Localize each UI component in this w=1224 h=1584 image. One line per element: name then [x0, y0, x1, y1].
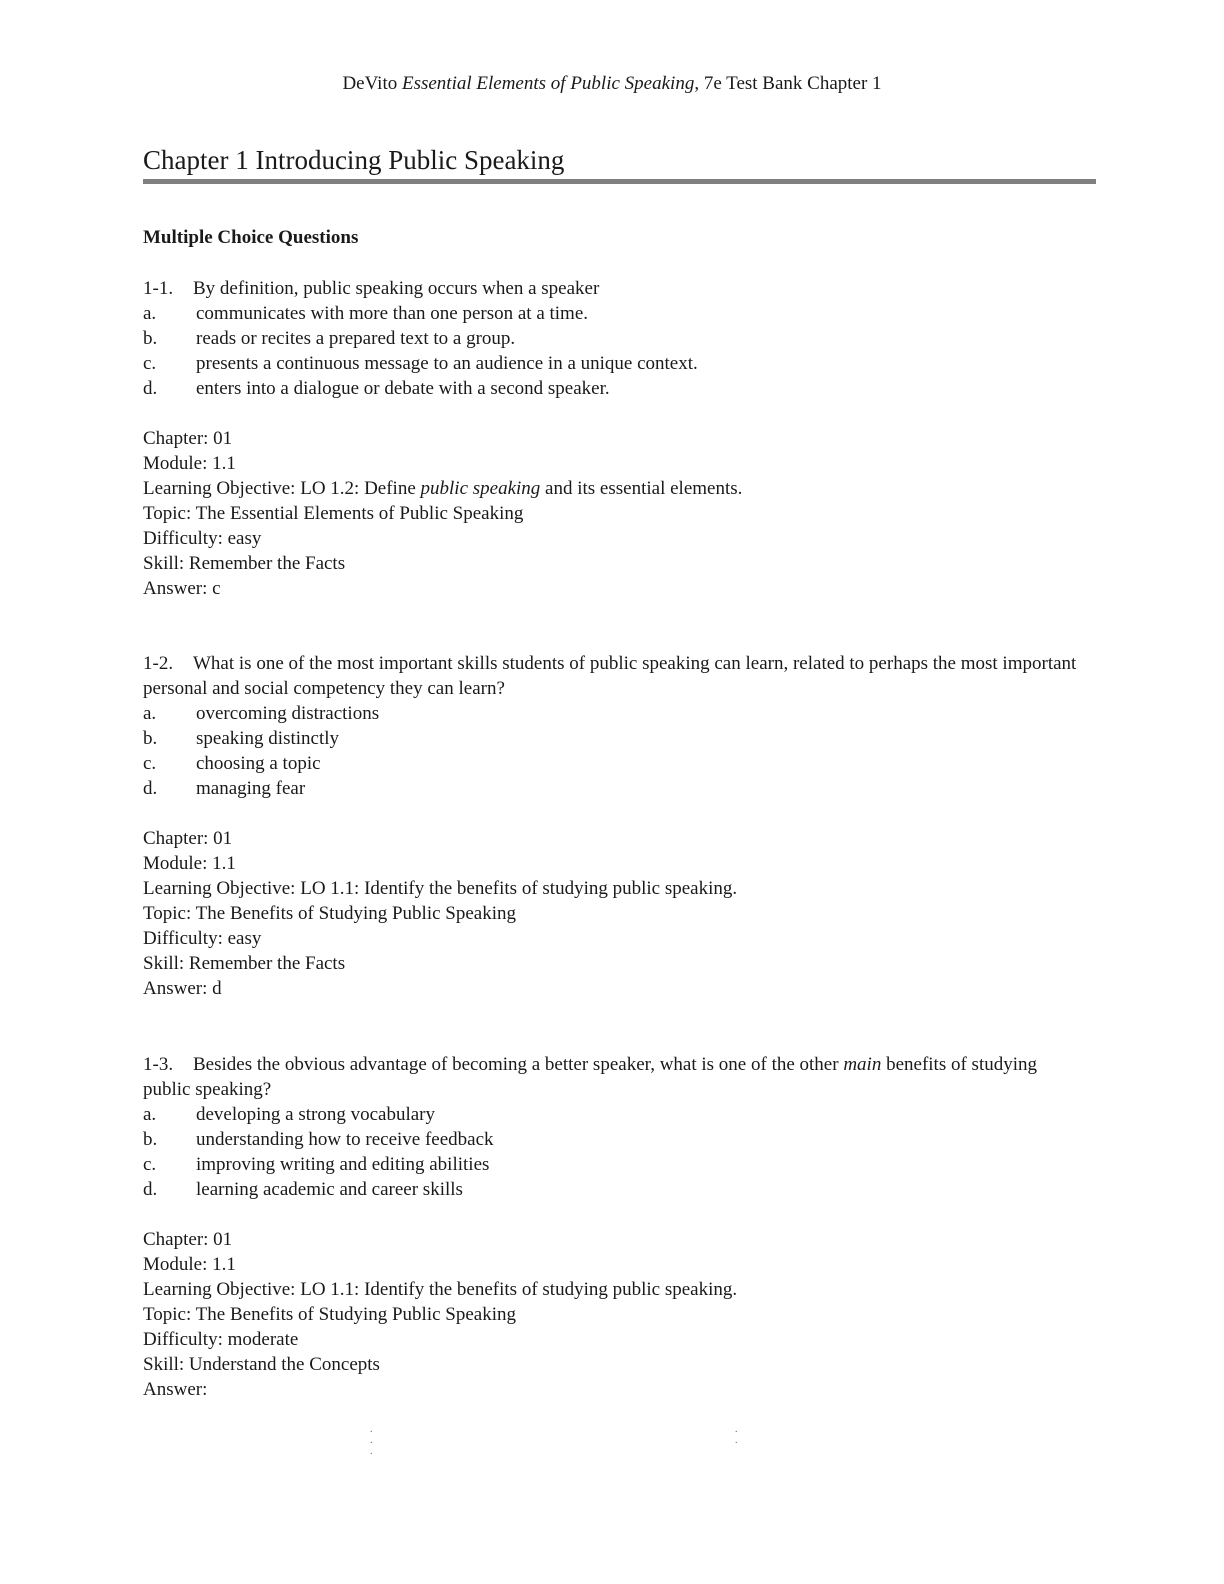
lo-italic: public speaking — [420, 478, 541, 499]
option-a — [143, 701, 1083, 726]
meta-module: Module: 1.1 — [143, 853, 236, 874]
option-c — [143, 751, 1083, 776]
option-text: speaking distinctly — [196, 728, 340, 749]
meta-topic: Topic: The Benefits of Studying Public Speaking — [143, 903, 517, 924]
question-number: 1-2. — [143, 653, 174, 674]
meta-topic: Topic: The Benefits of Studying Public Speaking — [143, 1304, 517, 1325]
lo-suffix: and its essential elements. — [540, 478, 743, 499]
option-letter: a. — [143, 1104, 157, 1125]
option-text: managing fear — [196, 778, 306, 799]
question-metadata — [143, 1227, 1083, 1402]
scan-artifact-dots: . . . . . — [370, 1424, 918, 1457]
question-text-italic: main — [843, 1054, 882, 1075]
header-prefix: DeVito — [342, 73, 402, 94]
option-text: developing a strong vocabulary — [196, 1104, 436, 1125]
meta-learning-objective: Learning Objective: LO 1.1: Identify the benefits of studying public speaking. — [143, 1279, 738, 1300]
option-d — [143, 376, 1083, 401]
option-d — [143, 1177, 1083, 1202]
option-b — [143, 726, 1083, 751]
option-letter: d. — [143, 378, 158, 399]
meta-topic: Topic: The Essential Elements of Public Speaking — [143, 503, 524, 524]
meta-learning-objective — [143, 476, 1083, 501]
meta-chapter: Chapter: 01 — [143, 828, 233, 849]
lo-prefix: Learning Objective: LO 1.2: Define — [143, 478, 421, 499]
option-letter: b. — [143, 328, 158, 349]
meta-learning-objective: Learning Objective: LO 1.1: Identify the benefits of studying public speaking. — [143, 878, 738, 899]
option-text: communicates with more than one person at a time. — [196, 303, 589, 324]
question-number: 1-3. — [143, 1054, 174, 1075]
option-a — [143, 1102, 1083, 1127]
running-header — [0, 72, 1224, 96]
option-list — [143, 301, 1083, 401]
meta-difficulty: Difficulty: easy — [143, 928, 262, 949]
option-text: overcoming distractions — [196, 703, 380, 724]
option-text: enters into a dialogue or debate with a second speaker. — [196, 378, 610, 399]
meta-chapter: Chapter: 01 — [143, 428, 233, 449]
option-list — [143, 1102, 1083, 1202]
question-1-1 — [143, 276, 1083, 601]
question-1-2 — [143, 651, 1083, 1001]
option-text: learning academic and career skills — [196, 1179, 463, 1200]
title-rule — [143, 179, 1096, 184]
meta-module: Module: 1.1 — [143, 1254, 236, 1275]
option-letter: a. — [143, 303, 157, 324]
option-a — [143, 301, 1083, 326]
question-text-prefix: Besides the obvious advantage of becoming a better speaker, what is one of the other — [193, 1054, 844, 1075]
option-letter: d. — [143, 778, 158, 799]
option-letter: b. — [143, 1129, 158, 1150]
header-suffix: , 7e Test Bank Chapter 1 — [694, 73, 882, 94]
question-number: 1-1. — [143, 278, 174, 299]
option-b — [143, 326, 1083, 351]
meta-answer: Answer: c — [143, 578, 221, 599]
option-letter: a. — [143, 703, 157, 724]
option-letter: b. — [143, 728, 158, 749]
option-text: improving writing and editing abilities — [196, 1154, 490, 1175]
option-list — [143, 701, 1083, 801]
option-c — [143, 1152, 1083, 1177]
meta-difficulty: Difficulty: easy — [143, 528, 262, 549]
option-d — [143, 776, 1083, 801]
question-text: What is one of the most important skills students of public speaking can learn, related to perhaps the most important personal and social competency they can learn? — [143, 653, 1077, 699]
question-metadata — [143, 826, 1083, 1001]
meta-answer: Answer: d — [143, 978, 222, 999]
question-stem — [143, 276, 1083, 301]
meta-answer: Answer: — [143, 1379, 208, 1400]
option-letter: c. — [143, 753, 157, 774]
question-stem — [143, 1052, 1083, 1102]
meta-difficulty: Difficulty: moderate — [143, 1329, 299, 1350]
option-text: presents a continuous message to an audience in a unique context. — [196, 353, 698, 374]
meta-skill: Skill: Remember the Facts — [143, 953, 346, 974]
meta-skill: Skill: Remember the Facts — [143, 553, 346, 574]
chapter-title: Chapter 1 Introducing Public Speaking — [143, 145, 565, 175]
option-text: understanding how to receive feedback — [196, 1129, 494, 1150]
question-text-suffix: benefits of studying public speaking? — [143, 1054, 1038, 1100]
option-c — [143, 351, 1083, 376]
option-letter: c. — [143, 353, 157, 374]
meta-skill: Skill: Understand the Concepts — [143, 1354, 380, 1375]
meta-module: Module: 1.1 — [143, 453, 236, 474]
option-letter: d. — [143, 1179, 158, 1200]
meta-chapter: Chapter: 01 — [143, 1229, 233, 1250]
option-text: choosing a topic — [196, 753, 321, 774]
question-stem — [143, 651, 1083, 701]
question-1-3 — [143, 1052, 1083, 1402]
section-heading: Multiple Choice Questions — [143, 227, 359, 248]
header-book-title: Essential Elements of Public Speaking — [401, 73, 695, 94]
option-text: reads or recites a prepared text to a group. — [196, 328, 516, 349]
question-metadata — [143, 426, 1083, 601]
option-letter: c. — [143, 1154, 157, 1175]
option-b — [143, 1127, 1083, 1152]
question-text: By definition, public speaking occurs when a speaker — [193, 278, 600, 299]
